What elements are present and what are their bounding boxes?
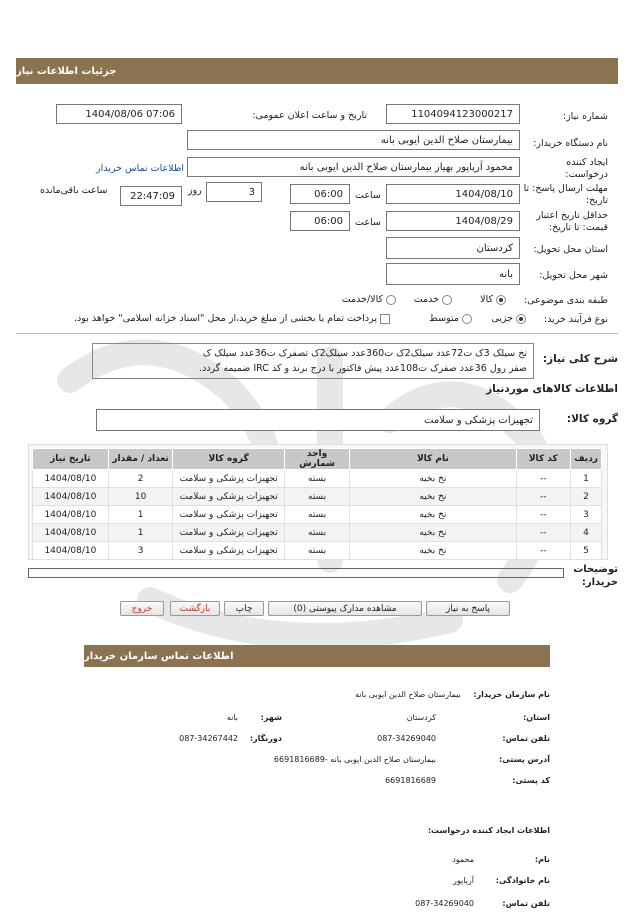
contact-header <box>84 645 550 667</box>
process-radio-medium[interactable]: متوسط <box>429 313 472 324</box>
divider <box>16 333 618 334</box>
deadline-label: مهلت ارسال پاسخ: تا تاریخ: <box>523 183 608 206</box>
deadline-date-field: 1404/08/10 <box>386 184 520 204</box>
page-header <box>16 58 618 84</box>
treasury-payment-checkbox[interactable]: پرداخت تمام یا بخشی از مبلغ خرید،از محل "اسناد خزانه اسلامی" خواهد بود. <box>74 313 390 324</box>
contact-address-value: بیمارستان صلاح الدین ایوبی بانه -6691816689 <box>273 755 436 764</box>
reply-button[interactable]: پاسخ به نیاز <box>426 601 510 616</box>
radio-icon <box>386 295 396 305</box>
creator-phone-value: 087-34269040 <box>415 899 474 908</box>
col-date: تاریخ نیاز <box>33 449 109 470</box>
radio-icon <box>462 314 472 324</box>
category-radio-service[interactable]: خدمت <box>414 294 452 305</box>
radio-icon <box>442 295 452 305</box>
province-field: کردستان <box>386 237 520 259</box>
deadline-time-label: ساعت <box>355 190 381 201</box>
creator-name-value: محمود <box>452 855 474 864</box>
checkbox-icon <box>380 314 390 324</box>
contact-city-value: بانه <box>226 713 238 722</box>
creator-phone-label: تلفن تماس: <box>502 899 550 908</box>
back-button[interactable]: بازگشت <box>170 601 220 616</box>
exit-button[interactable]: خروج <box>120 601 164 616</box>
buyer-contact-link[interactable]: اطلاعات تماس خریدار <box>96 163 185 174</box>
need-number-label: شماره نیاز: <box>562 111 608 122</box>
contact-phone-label: تلفن تماس: <box>502 734 550 743</box>
creator-family-value: آریاپور <box>453 876 474 885</box>
days-label: روز <box>188 185 202 196</box>
col-code: کد کالا <box>516 449 571 470</box>
description-line-2: صفر رول 36عدد صفرک ت108عدد پیش فاکتور با درج برند و کد IRC ضمیمه گردد. <box>199 363 527 374</box>
validity-time-field: 06:00 <box>290 211 350 231</box>
remaining-label: ساعت باقی‌مانده <box>40 185 108 196</box>
contact-address-label: آدرس پستی: <box>499 755 550 764</box>
table-row: 2 -- نخ بخیه بسته تجهیزات پزشکی و سلامت 10 1404/08/10 <box>33 488 602 506</box>
contact-postal-value: 6691816689 <box>385 776 436 785</box>
process-label: نوع فرآیند خرید: <box>543 314 608 325</box>
contact-postal-label: کد پستی: <box>512 776 550 785</box>
contact-fax-value: 087-34267442 <box>179 734 238 743</box>
creator-family-label: نام خانوادگی: <box>495 876 550 885</box>
contact-fax-label: دورنگار: <box>249 734 282 743</box>
validity-time-label: ساعت <box>355 217 381 228</box>
col-group: گروه کالا <box>173 449 285 470</box>
item-group-label: گروه کالا: <box>566 413 618 425</box>
city-label: شهر محل تحویل: <box>539 270 608 281</box>
creator-label: ایجاد کننده درخواست: <box>565 157 608 180</box>
creator-field: محمود آریاپور بهیار بیمارستان صلاح الدین ایوبی بانه <box>187 157 520 177</box>
description-line-1: نخ سیلک 3ک ت72عدد سیلک2ک ت360عدد سیلک2ک تصفرک ت36عدد سیلک ک <box>202 348 527 359</box>
contact-city-label: شهر: <box>260 713 282 722</box>
col-qty: تعداد / مقدار <box>108 449 173 470</box>
validity-label: حداقل تاریخ اعتبار قیمت: تا تاریخ: <box>536 210 608 233</box>
attachments-button[interactable]: مشاهده مدارک پیوستی (0) <box>268 601 422 616</box>
contact-org-value: بیمارستان صلاح الدین ایوبی بانه <box>355 690 461 699</box>
announce-field: 1404/08/06 07:06 <box>56 104 182 124</box>
items-section-title: اطلاعات کالاهای موردنیاز <box>486 383 618 395</box>
buyer-field: بیمارستان صلاح الدین ایوبی بانه <box>187 130 520 150</box>
category-radio-goods[interactable]: کالا <box>480 294 506 305</box>
creator-info-title: اطلاعات ایجاد کننده درخواست: <box>427 826 550 835</box>
days-count-field: 3 <box>206 182 262 202</box>
table-row: 3 -- نخ بخیه بسته تجهیزات پزشکی و سلامت 1 1404/08/10 <box>33 506 602 524</box>
table-row: 4 -- نخ بخیه بسته تجهیزات پزشکی و سلامت 1 1404/08/10 <box>33 524 602 542</box>
creator-name-label: نام: <box>534 855 550 864</box>
description-label: شرح کلی نیاز: <box>542 353 618 365</box>
deadline-time-field: 06:00 <box>290 184 350 204</box>
items-table <box>32 448 602 560</box>
province-label: استان محل تحویل: <box>533 244 608 255</box>
page-title: جزئیات اطلاعات نیاز <box>16 65 117 77</box>
description-box <box>92 343 534 379</box>
category-radio-goods-service[interactable]: کالا/خدمت <box>342 294 396 305</box>
table-row: 5 -- نخ بخیه بسته تجهیزات پزشکی و سلامت 3 1404/08/10 <box>33 542 602 560</box>
process-radio-minor[interactable]: جزیی <box>491 313 526 324</box>
validity-date-field: 1404/08/29 <box>386 211 520 231</box>
table-header-row <box>33 449 602 470</box>
need-number-field: 1104094123000217 <box>386 104 520 124</box>
city-field: بانه <box>386 263 520 285</box>
buyer-notes-label: توضیحات خریدار: <box>573 564 618 588</box>
radio-selected-icon <box>516 314 526 324</box>
col-name: نام کالا <box>350 449 516 470</box>
contact-province-value: کردستان <box>406 713 436 722</box>
col-unit: واحد شمارش <box>284 449 349 470</box>
contact-org-row: نام سازمان خریدار: بیمارستان صلاح الدین ایوبی بانه <box>355 690 550 699</box>
announce-label: تاریخ و ساعت اعلان عمومی: <box>252 110 367 121</box>
item-group-field: تجهیزات پزشکی و سلامت <box>96 409 540 431</box>
radio-selected-icon <box>496 295 506 305</box>
contact-phone-value: 087-34269040 <box>377 734 436 743</box>
remaining-time-field: 22:47:09 <box>120 186 182 206</box>
table-row: 1 -- نخ بخیه بسته تجهیزات پزشکی و سلامت 2 1404/08/10 <box>33 470 602 488</box>
print-button[interactable]: چاپ <box>224 601 264 616</box>
category-label: طبقه بندی موضوعی: <box>523 295 608 306</box>
buyer-label: نام دستگاه خریدار: <box>533 138 608 149</box>
contact-title: اطلاعات تماس سازمان خریدار <box>84 650 234 662</box>
contact-province-row: استان: <box>523 713 550 722</box>
col-row: ردیف <box>571 449 602 470</box>
buyer-notes-box <box>28 568 564 578</box>
